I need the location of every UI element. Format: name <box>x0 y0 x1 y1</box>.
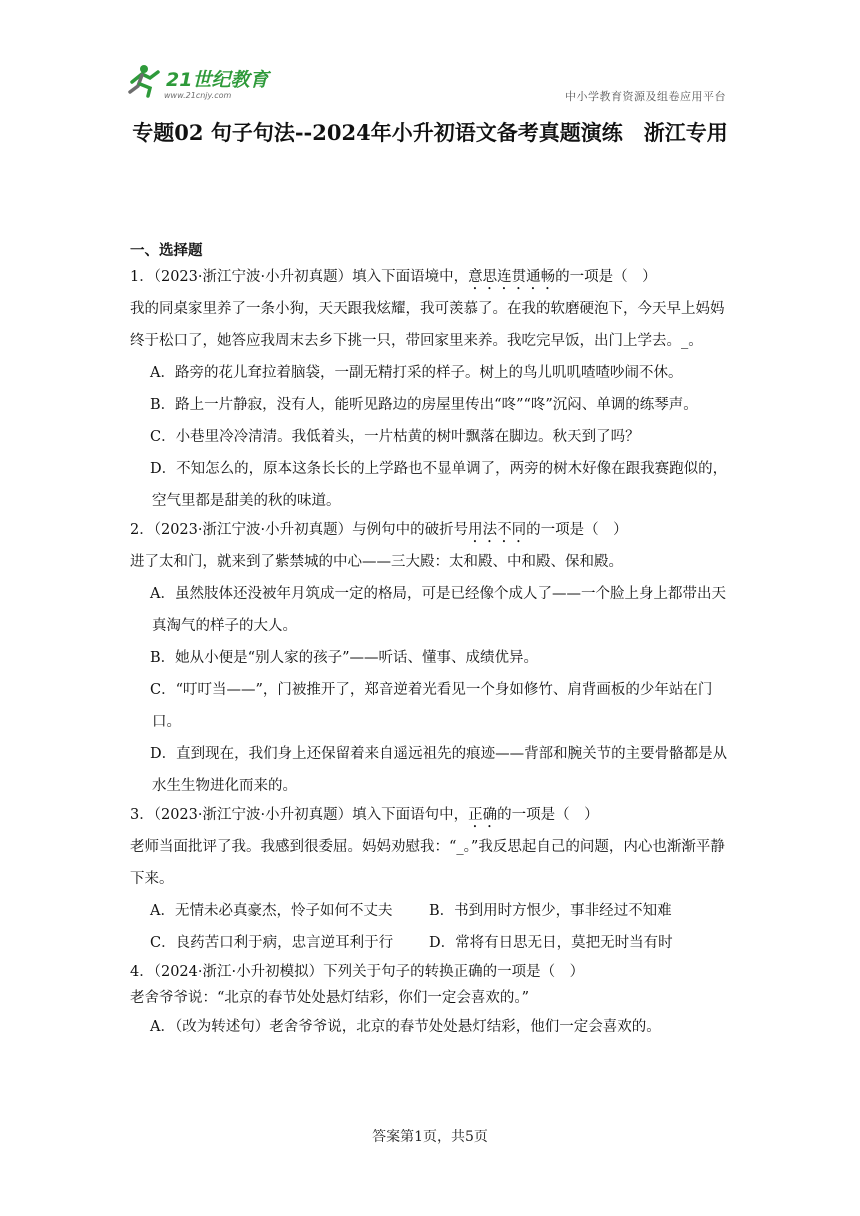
question-3-passage: 老师当面批评了我。我感到很委屈。妈妈劝慰我：“_。”我反思起自己的问题，内心也渐渐平静下来。 <box>130 839 725 887</box>
platform-label: 中小学教育资源及组卷应用平台 <box>565 90 726 103</box>
question-1-option-a: A．路旁的花儿耷拉着脑袋，一副无精打采的样子。树上的鸟儿叽叽喳喳吵闹不休。 <box>150 365 683 381</box>
question-2-passage: 进了太和门，就来到了紫禁城的中心——三大殿：太和殿、中和殿、保和殿。 <box>130 554 623 570</box>
question-3-option-a: A．无情未必真豪杰，怜子如何不丈夫 <box>150 903 393 919</box>
svg-text:21世纪教育: 21世纪教育 <box>166 69 269 91</box>
question-1-passage: 我的同桌家里养了一条小狗，天天跟我炫耀，我可羡慕了。在我的软磨硬泡下，今天早上妈妈终于松口了，她答应我周末去乡下挑一只，带回家里来养。我吃完早饭，出门上学去。_。 <box>130 301 725 349</box>
question-2-option-a: A．虽然肢体还没被年月筑成一定的格局，可是已经像个成人了——一个脸上身上都带出天真淘气的样子的大人。 <box>150 586 726 634</box>
question-3-option-d: D．常将有日思无日，莫把无时当有时 <box>429 935 673 951</box>
document-body <box>130 238 730 1043</box>
question-4-option-a: A．（改为转述句）老舍爷爷说，北京的春节处处悬灯结彩，他们一定会喜欢的。 <box>150 1019 661 1035</box>
question-4-stem: 4．（2024·浙江·小升初模拟）下列关于句子的转换正确的一项是（ ） <box>130 964 585 980</box>
question-4-passage: 老舍爷爷说：“北京的春节处处悬灯结彩，你们一定会喜欢的。” <box>130 990 530 1006</box>
question-1-option-b: B．路上一片静寂，没有人，能听见路边的房屋里传出“咚”“咚”沉闷、单调的练琴声。 <box>150 397 698 413</box>
question-1-stem: 1．（2023·浙江宁波·小升初真题）填入下面语境中，意思连贯通畅的一项是（ ） <box>130 269 657 285</box>
svg-text:www.21cnjy.com: www.21cnjy.com <box>164 91 232 100</box>
emphasis-text: 用法不同 <box>468 522 527 538</box>
page-title: 专题02 句子句法--2024年小升初语文备考真题演练 浙江专用 <box>132 120 728 145</box>
page-footer: 答案第1页，共5页 <box>372 1129 488 1145</box>
runner-logo-icon <box>128 62 278 102</box>
question-3-options-row-1 <box>130 895 730 927</box>
question-2-stem: 2．（2023·浙江宁波·小升初真题）与例句中的破折号用法不同的一项是（ ） <box>130 522 628 538</box>
page-header <box>0 0 860 110</box>
question-2-option-d: D．直到现在，我们身上还保留着来自遥远祖先的痕迹——背部和腕关节的主要骨骼都是从水生生物进化而来的。 <box>150 746 728 794</box>
question-1-option-d: D．不知怎么的，原本这条长长的上学路也不显单调了，两旁的树木好像在跟我赛跑似的，空气里都是甜美的秋的味道。 <box>150 461 728 509</box>
question-1-option-c: C．小巷里冷冷清清。我低着头，一片枯黄的树叶飘落在脚边。秋天到了吗？ <box>150 429 640 445</box>
question-3-option-c: C．良药苦口利于病，忠言逆耳利于行 <box>150 935 394 951</box>
emphasis-text: 正确 <box>468 807 498 823</box>
question-3-options-row-2 <box>130 927 730 959</box>
section-heading: 一、选择题 <box>130 242 203 259</box>
question-2-option-b: B．她从小便是“别人家的孩子”——听话、懂事、成绩优异。 <box>150 650 538 666</box>
emphasis-text: 意思连贯通畅 <box>468 269 556 285</box>
question-2-option-c: C．“叮叮当——”，门被推开了，郑音逆着光看见一个身如修竹、肩背画板的少年站在门口。 <box>150 682 713 730</box>
question-3-stem: 3．（2023·浙江宁波·小升初真题）填入下面语句中，正确的一项是（ ） <box>130 807 599 823</box>
site-logo <box>128 62 278 102</box>
question-3-option-b: B．书到用时方恨少，事非经过不知难 <box>429 903 672 919</box>
